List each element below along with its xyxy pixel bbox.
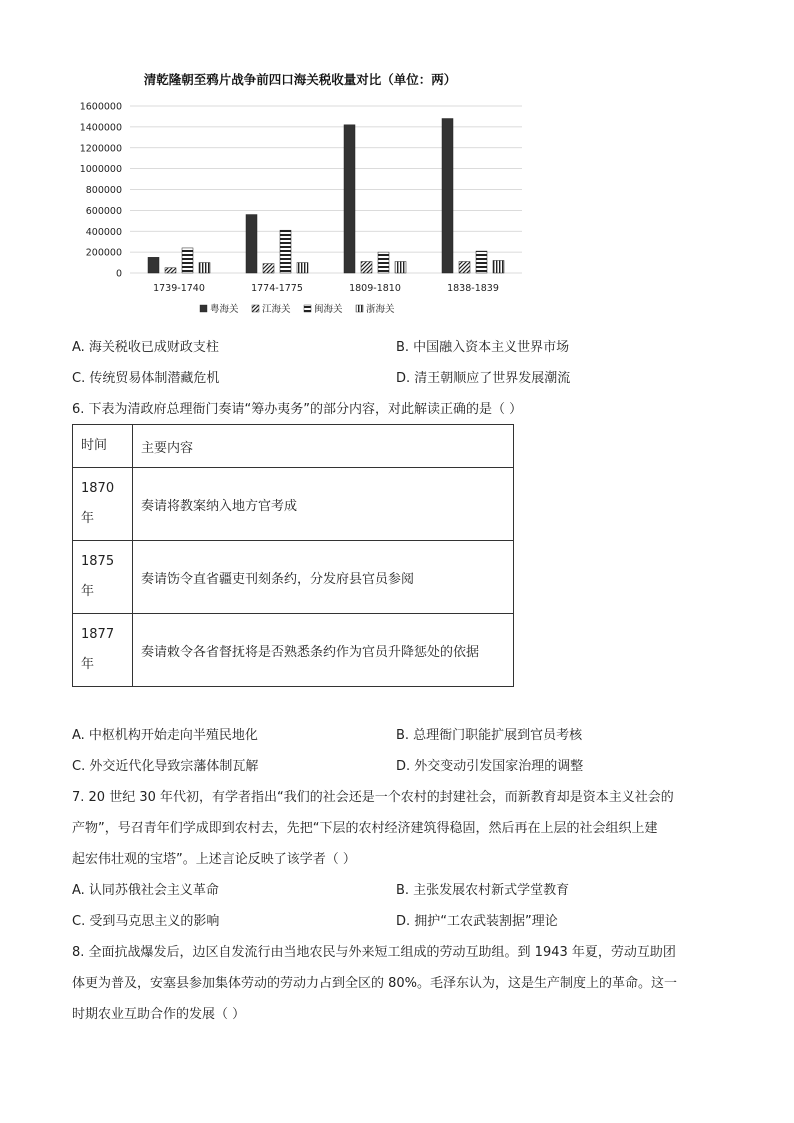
q7-option-a: A. 认同苏俄社会主义革命 — [72, 883, 219, 898]
legend-swatch — [200, 305, 207, 312]
q7-stem-line-3: 起宏伟壮观的宝塔”。上述言论反映了该学者（ ） — [72, 852, 356, 867]
y-tick-label: 0 — [115, 268, 122, 280]
bar-闽海关-1809-1810 — [378, 252, 389, 273]
q8-stem-line-3: 时期农业互助合作的发展（ ） — [72, 1007, 246, 1022]
q6-option-c: C. 外交近代化导致宗藩体制瓦解 — [72, 759, 259, 774]
q7-option-b: B. 主张发展农村新式学堂教育 — [396, 883, 570, 898]
table-cell-content: 奏请饬令直省疆吏刊刻条约，分发府县官员参阅 — [133, 541, 514, 614]
table-cell-content: 奏请将教案纳入地方官考成 — [133, 468, 514, 541]
q7-stem-line-1: 7. 20 世纪 30 年代初，有学者指出“我们的社会还是一个农村的封建社会，而新教育却是资本主义社会的 — [72, 790, 674, 805]
table-row — [73, 468, 514, 541]
y-tick-label: 400000 — [85, 226, 122, 238]
table-row — [73, 614, 514, 687]
bar-闽海关-1774-1775 — [280, 230, 291, 273]
table-header-content: 主要内容 — [133, 425, 514, 468]
bar-江海关-1774-1775 — [263, 264, 274, 273]
table-cell-year: 1870 年 — [73, 468, 133, 541]
bar-浙海关-1809-1810 — [395, 262, 406, 273]
chart-legend — [200, 303, 395, 315]
table-cell-year: 1877 年 — [73, 614, 133, 687]
chart-bars — [148, 119, 504, 273]
chart-title: 清乾隆朝至鸦片战争前四口海关税收量对比（单位：两） — [143, 72, 457, 87]
q5-option-c: C. 传统贸易体制潜藏危机 — [72, 371, 220, 386]
q6-option-b: B. 总理衙门职能扩展到官员考核 — [396, 728, 583, 743]
y-tick-label: 200000 — [85, 247, 122, 259]
bar-江海关-1838-1839 — [459, 262, 470, 273]
q7-stem-line-2: 产物”，号召青年们学成即到农村去，先把“下层的农村经济建筑得稳固，然后再在上层的社会组织上建 — [72, 821, 658, 836]
q6-option-d: D. 外交变动引发国家治理的调整 — [396, 759, 584, 774]
bar-江海关-1739-1740 — [165, 268, 176, 273]
y-axis-ticks — [80, 102, 122, 280]
q6-table — [72, 424, 514, 687]
q6-option-a: A. 中枢机构开始走向半殖民地化 — [72, 728, 258, 743]
y-tick-label: 1200000 — [79, 143, 122, 155]
x-tick-label: 1739-1740 — [153, 283, 205, 294]
table-cell-content: 奏请敕令各省督抚将是否熟悉条约作为官员升降惩处的依据 — [133, 614, 514, 687]
legend-swatch — [304, 305, 311, 312]
y-tick-label: 1000000 — [79, 164, 122, 176]
x-tick-label: 1774-1775 — [251, 283, 303, 294]
bar-粤海关-1739-1740 — [148, 257, 159, 273]
x-tick-label: 1809-1810 — [349, 283, 401, 294]
bar-浙海关-1739-1740 — [199, 263, 210, 273]
tax-bar-chart — [70, 62, 530, 330]
legend-label: 闽海关 — [314, 304, 343, 315]
y-tick-label: 1600000 — [79, 101, 122, 113]
y-tick-label: 800000 — [85, 185, 122, 196]
q5-option-b: B. 中国融入资本主义世界市场 — [396, 340, 570, 355]
q6-stem: 6. 下表为清政府总理衙门奏请“筹办夷务”的部分内容，对此解读正确的是（ ） — [72, 402, 523, 417]
x-axis-ticks — [153, 283, 499, 294]
bar-粤海关-1838-1839 — [442, 119, 453, 273]
chart-canvas — [70, 62, 530, 330]
legend-swatch — [356, 305, 363, 312]
y-tick-label: 600000 — [85, 205, 122, 217]
bar-浙海关-1838-1839 — [493, 260, 504, 273]
legend-swatch — [252, 305, 259, 312]
q7-option-d: D. 拥护“工农武装割据”理论 — [396, 914, 558, 929]
legend-label: 江海关 — [262, 304, 291, 315]
bar-闽海关-1838-1839 — [476, 251, 487, 273]
x-tick-label: 1838-1839 — [447, 283, 499, 294]
q5-option-d: D. 清王朝顺应了世界发展潮流 — [396, 371, 571, 386]
q8-stem-line-1: 8. 全面抗战爆发后，边区自发流行由当地农民与外来短工组成的劳动互助组。到 1943 年夏，劳动互助团 — [72, 945, 676, 960]
bar-浙海关-1774-1775 — [297, 263, 308, 273]
bar-粤海关-1809-1810 — [344, 125, 355, 273]
legend-label: 粤海关 — [210, 304, 239, 315]
table-header-row — [73, 425, 514, 468]
table-cell-year: 1875 年 — [73, 541, 133, 614]
bar-粤海关-1774-1775 — [246, 215, 257, 273]
q8-stem-line-2: 体更为普及，安塞县参加集体劳动的劳动力占到全区的 80%。毛泽东认为，这是生产制度上的革命。这一 — [72, 976, 678, 991]
y-tick-label: 1400000 — [79, 122, 122, 134]
table-row — [73, 541, 514, 614]
bar-闽海关-1739-1740 — [182, 248, 193, 273]
legend-label: 浙海关 — [366, 304, 395, 315]
q7-option-c: C. 受到马克思主义的影响 — [72, 914, 220, 929]
bar-江海关-1809-1810 — [361, 262, 372, 273]
q5-option-a: A. 海关税收已成财政支柱 — [72, 340, 219, 355]
table-header-time: 时间 — [73, 425, 133, 468]
